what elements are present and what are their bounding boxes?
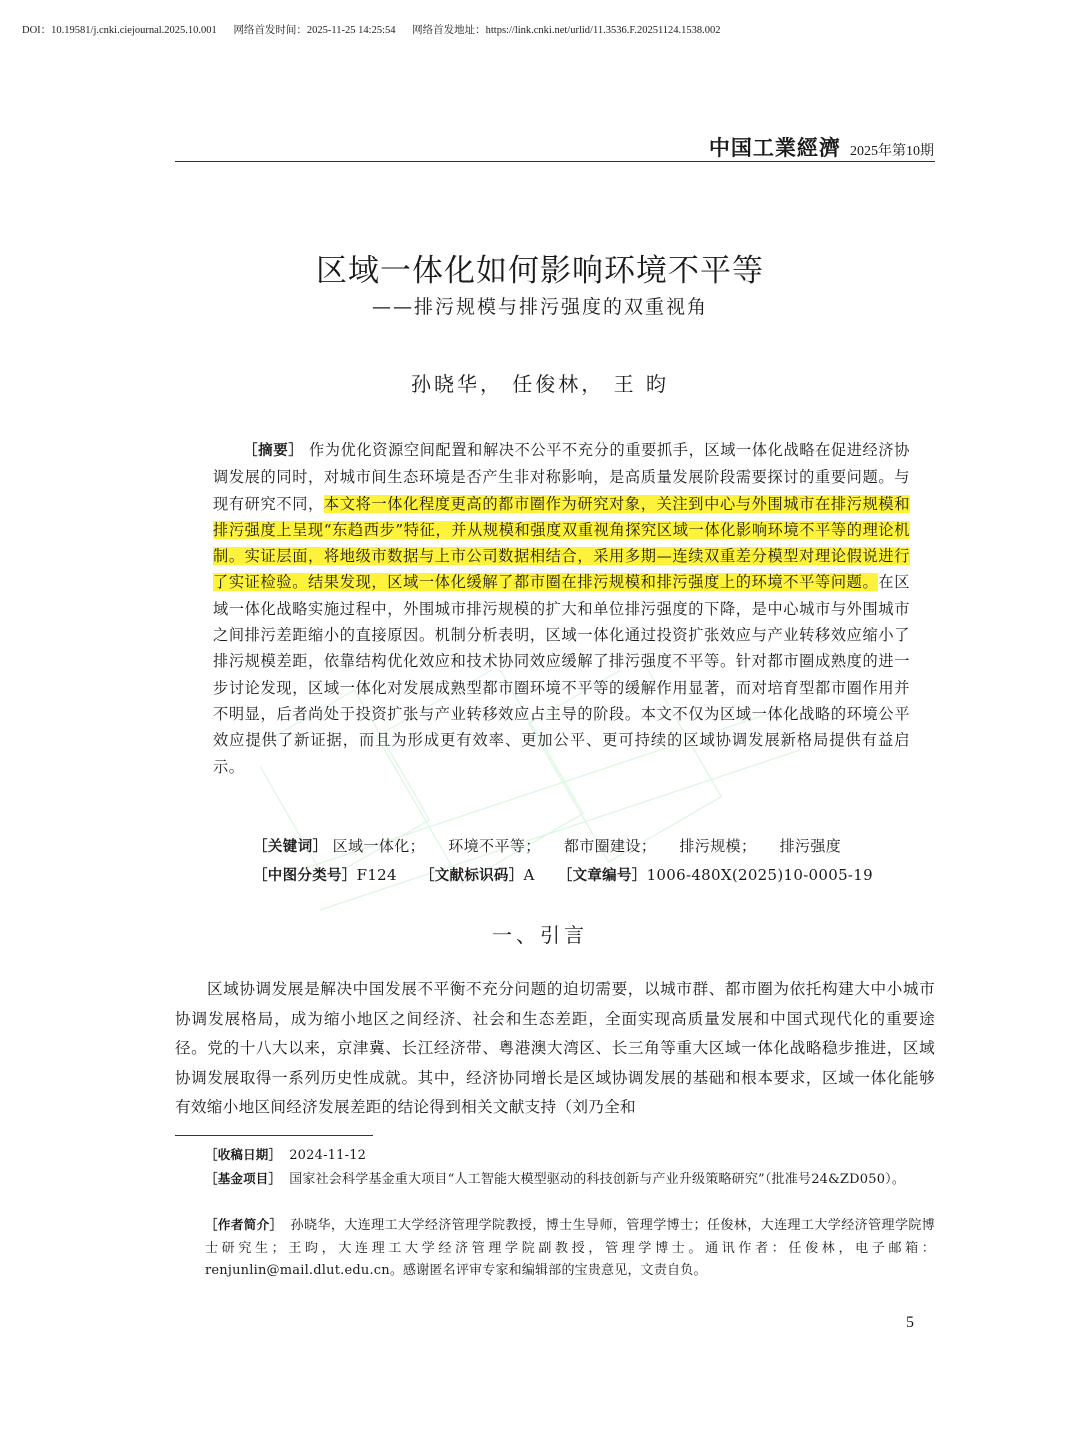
journal-name-logo: 中国工業經濟 <box>708 136 841 160</box>
abstract-highlighted-text: 本文将一体化程度更高的都市圈作为研究对象，关注到中心与外围城市在排污规模和排污强度上呈现“东趋西步”特征，并从规模和强度双重视角探究区域一体化影响环境不平等的理论机制。实证层面，将地级市数据与上市公司数据相结合，采用多期—连续双重差分模型对理论假说进行了实证检验。结果发现，区域一体化缓解了都市圈在排污规模和排污强度上的环境不平等问题。 <box>213 494 911 592</box>
doc-code-value: A <box>523 866 535 884</box>
page-number: 5 <box>906 1314 914 1331</box>
author-label: ［作者简介］ <box>205 1217 283 1232</box>
section-heading: 一、引言 <box>492 923 588 947</box>
doi-text: DOI：10.19581/j.cnki.ciejournal.2025.10.001 <box>22 25 217 36</box>
keyword-item: 排污规模； <box>679 837 757 855</box>
journal-masthead <box>709 132 934 162</box>
fund-label: ［基金项目］ <box>205 1171 282 1186</box>
footnote-rule <box>175 1135 373 1136</box>
issue-label: 2025年第10期 <box>850 144 934 159</box>
footnote-author <box>205 1214 935 1283</box>
article-title: 区域一体化如何影响环境不平等 <box>316 253 764 289</box>
header-rule <box>175 161 935 162</box>
doi-line <box>22 22 735 37</box>
clc-label: ［中图分类号］ <box>253 868 357 884</box>
author-value: 孙晓华，大连理工大学经济管理学院教授，博士生导师，管理学博士；任俊林，大连理工大学经济管理学院博士研究生；王昀，大连理工大学经济管理学院副教授，管理学博士。通讯作者：任俊林，电子邮箱：renjunlin@mail.dlut.edu.cn。感谢匿名评审专家和编辑部的宝贵意见，文责自负。 <box>205 1218 936 1278</box>
classification-codes <box>253 864 891 885</box>
received-value: 2024-11-12 <box>289 1148 367 1163</box>
keywords <box>253 835 859 856</box>
keywords-label: ［关键词］ <box>253 839 328 855</box>
abstract-label: ［摘要］ <box>243 443 304 459</box>
clc-value: F124 <box>356 866 397 884</box>
abstract-text-1: 作为优化资源空间配置和解决不公平不充分的重要抓手，区域一体化战略在促进经济协调发展的同时，对城市间生态环境是否产生非对称影响，是高质量发展阶段需要探讨的重要问题。与现有研究不同， <box>213 441 910 513</box>
fund-value: 国家社会科学基金重大项目“人工智能大模型驱动的科技创新与产业升级策略研究”（批准号24&ZD050）。 <box>289 1172 906 1187</box>
received-label: ［收稿日期］ <box>205 1147 282 1162</box>
article-no-value: 1006-480X(2025)10-0005-19 <box>646 866 873 884</box>
abstract <box>213 437 910 780</box>
keyword-item: 排污强度 <box>779 837 842 855</box>
article-subtitle: ——排污规模与排污强度的双重视角 <box>371 296 708 318</box>
keyword-item: 区域一体化； <box>332 837 426 855</box>
footnote-received <box>205 1144 935 1168</box>
first-pub-url: 网络首发地址：https://link.cnki.net/urlid/11.3536.F.20251124.1538.002 <box>412 25 721 36</box>
article-no-label: ［文章编号］ <box>557 868 647 884</box>
body-paragraph: 区域协调发展是解决中国发展不平衡不充分问题的迫切需要，以城市群、都市圈为依托构建大中小城市协调发展格局，成为缩小地区之间经济、社会和生态差距，全面实现高质量发展和中国式现代化的重要途径。党的十八大以来，京津冀、长江经济带、粤港澳大湾区、长三角等重大区域一体化战略稳步推进，区域协调发展取得一系列历史性成就。其中，经济协同增长是区域协调发展的基础和根本要求，区域一体化能够有效缩小地区间经济发展差距的结论得到相关文献支持（刘乃全和 <box>175 980 935 1116</box>
author-list: 孙晓华， 任俊林， 王 昀 <box>410 372 670 396</box>
keyword-item: 都市圈建设； <box>563 837 657 855</box>
abstract-text-2: 在区域一体化战略实施过程中，外围城市排污规模的扩大和单位排污强度的下降，是中心城市与外围城市之间排污差距缩小的直接原因。机制分析表明，区域一体化通过投资扩张效应与产业转移效应缩小了排污规模差距，依靠结构优化效应和技术协同效应缓解了排污强度不平等。针对都市圈成熟度的进一步讨论发现，区域一体化对发展成熟型都市圈环境不平等的缓解作用显著，而对培育型都市圈作用并不明显，后者尚处于投资扩张与产业转移效应占主导的阶段。本文不仅为区域一体化战略的环境公平效应提供了新证据，而且为形成更有效率、更加公平、更可持续的区域协调发展新格局提供有益启示。 <box>213 573 911 776</box>
keyword-item: 环境不平等； <box>448 837 541 855</box>
first-pub-time: 网络首发时间：2025-11-25 14:25:54 <box>233 25 396 36</box>
doc-code-label: ［文献标识码］ <box>419 868 524 884</box>
footnote-fund <box>205 1168 935 1192</box>
